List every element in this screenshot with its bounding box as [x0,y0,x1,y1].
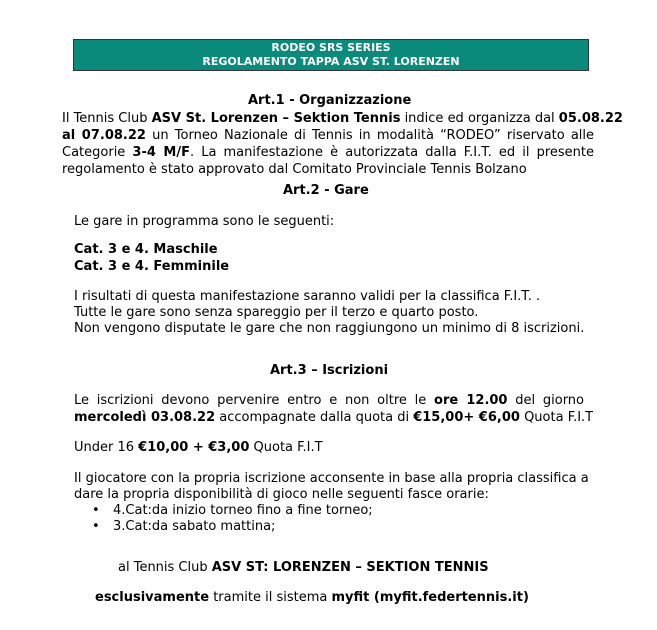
art1-line-1: Il Tennis Club ASV St. Lorenzen – Sektion Tennis indice ed organizza dal 05.08.22 [62,111,623,126]
art2-cat-female: Cat. 3 e 4. Femminile [74,259,230,274]
art3-under16: Under 16 €10,00 + €3,00 Quota F.I.T [74,440,323,455]
art1-line-3: Categorie 3-4 M/F. La manifestazione è autorizzata dalla F.I.T. ed il presente [62,145,594,160]
art2-note-1: I risultati di questa manifestazione saranno validi per la classifica F.I.T. . [74,289,541,304]
art2-note-2: Tutte le gare sono senza spareggio per il terzo e quarto posto. [74,305,479,320]
art2-note-3: Non vengono disputate le gare che non raggiungono un minimo di 8 iscrizioni. [74,321,585,336]
art3-line-1: Le iscrizioni devono pervenire entro e non oltre le ore 12.00 del giorno [74,393,585,408]
banner-line-1: RODEO SRS SERIES [271,41,391,54]
art3-heading: Art.3 – Iscrizioni [270,363,389,378]
art3-paragraph-1: Il giocatore con la propria iscrizione acconsente in base alla propria classifica a [74,471,589,486]
art2-heading: Art.2 - Gare [283,183,369,198]
art3-paragraph-2: dare la propria disponibilità di gioco nelle seguenti fasce orarie: [74,487,489,502]
art3-line-2: mercoledì 03.08.22 accompagnate dalla quota di €15,00+ €6,00 Quota F.I.T [74,410,594,425]
club-line: al Tennis Club ASV ST: LORENZEN – SEKTION TENNIS [118,560,489,575]
bullet-dot-icon: • [92,503,100,518]
art2-intro: Le gare in programma sono le seguenti: [74,214,335,229]
art1-line-2: al 07.08.22 un Torneo Nazionale di Tennis in modalità “RODEO” riservato alle [62,128,595,143]
art1-line-4: regolamento è stato approvato dal Comitato Provinciale Tennis Bolzano [62,162,527,177]
bullet-dot-icon: • [92,519,100,534]
banner-line-2: REGOLAMENTO TAPPA ASV ST. LORENZEN [202,55,460,68]
art1-heading: Art.1 - Organizzazione [248,93,412,108]
list-item: 4.Cat:da inizio torneo fino a fine torneo; [113,503,373,518]
art2-cat-male: Cat. 3 e 4. Maschile [74,242,218,257]
list-item: 3.Cat:da sabato mattina; [113,519,276,534]
header-banner [73,39,589,71]
myfit-line: esclusivamente tramite il sistema myfit (myfit.federtennis.it) [95,590,529,605]
